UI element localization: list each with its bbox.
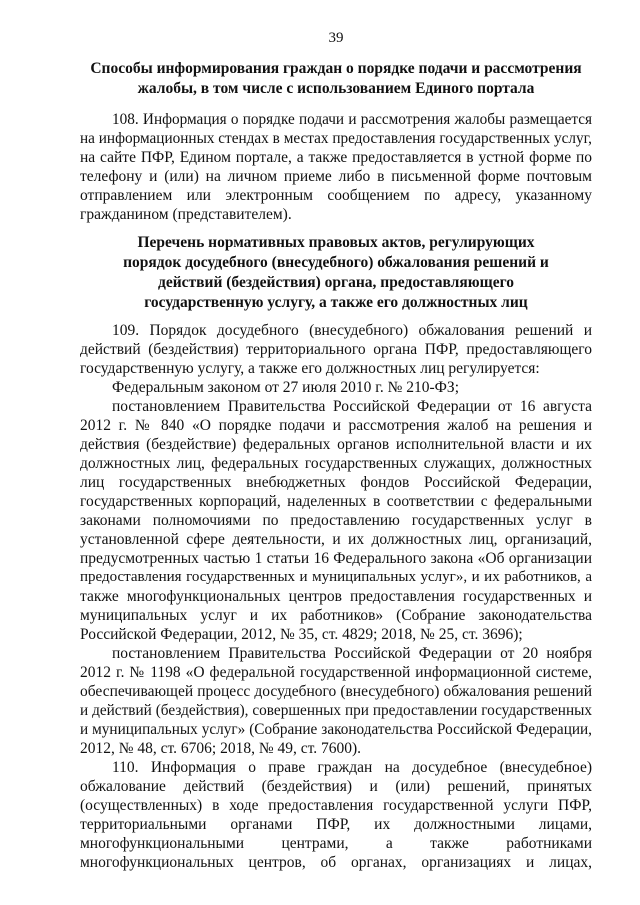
- text-line: территориальными органами ПФР, их должностными лицами,: [80, 816, 592, 833]
- text-line: обеспечивающей процесс досудебного (внесудебного) обжалования решений: [80, 683, 592, 700]
- text-line: должностных лиц, федеральных государственных служащих, должностных: [80, 455, 592, 472]
- text-line: обжалование действий (бездействия) и (или) решений, принятых: [80, 778, 592, 795]
- text-line: 109. Порядок досудебного (внесудебного) обжалования решений и: [112, 322, 592, 339]
- text-line: на сайте ПФР, Едином портале, а также предоставляется в устной форме по: [80, 149, 592, 166]
- heading-line: жалобы, в том числе с использованием Единого портала: [137, 80, 535, 97]
- text-line: гражданином (представителем).: [80, 206, 292, 223]
- text-line: 108. Информация о порядке подачи и рассмотрения жалобы размещается: [112, 111, 592, 128]
- text-line: 2012 г. № 1198 «О федеральной государственной информационной системе,: [80, 664, 592, 681]
- heading-line: порядок досудебного (внесудебного) обжалования решений и: [123, 254, 549, 271]
- text-line: предусмотренных частью 1 статьи 16 Федерального закона «Об организации: [80, 550, 592, 567]
- text-line: действия (бездействие) федеральных органов исполнительной власти и их: [80, 436, 592, 453]
- paragraph-108: [80, 110, 592, 224]
- text-line: и муниципальных услуг» (Собрание законодательства Российской Федерации,: [80, 721, 592, 738]
- section-heading-informing: [80, 59, 592, 99]
- heading-line: Перечень нормативных правовых актов, регулирующих: [137, 234, 535, 251]
- text-line: многофункциональными центрами, а также работниками: [80, 835, 592, 852]
- text-line: государственную услугу, а также его должностных лиц регулируется:: [80, 360, 540, 377]
- text-line: отправлением или электронным сообщением по адресу, указанному: [80, 187, 592, 204]
- text-line: действий (бездействия) территориального органа ПФР, предоставляющего: [80, 341, 592, 358]
- section-heading-legal-acts: [80, 233, 592, 313]
- text-line: и действий (бездействия), совершенных при предоставлении государственных: [80, 702, 592, 719]
- heading-line: государственную услугу, а также его должностных лиц: [144, 294, 528, 311]
- text-line: (осуществленных) в ходе предоставления государственной услуги ПФР,: [80, 797, 592, 814]
- page-number: 39: [328, 30, 344, 46]
- text-line: 2012, № 48, ст. 6706; 2018, № 49, ст. 7600).: [80, 740, 362, 757]
- text-line: муниципальных услуг и их работников» (Собрание законодательства: [80, 607, 592, 624]
- text-line: Российской Федерации, 2012, № 35, ст. 4829; 2018, № 25, ст. 3696);: [80, 626, 523, 643]
- text-line: постановлением Правительства Российской Федерации от 16 августа: [112, 398, 592, 415]
- text-line: Федеральным законом от 27 июля 2010 г. № 210-ФЗ;: [112, 379, 460, 396]
- text-line: на информационных стендах в местах предоставления государственных услуг,: [80, 130, 592, 147]
- text-line: предоставления государственных и муниципальных услуг», и их работников, а: [80, 569, 592, 585]
- heading-line: действий (бездействия) органа, предоставляющего: [158, 274, 514, 291]
- text-line: государственных корпораций, наделенных в соответствии с федеральными: [80, 493, 592, 510]
- text-line: законами полномочиями по предоставлению государственных услуг в: [80, 512, 592, 529]
- paragraphs-109-110: [80, 321, 592, 872]
- text-line: лиц государственных внебюджетных фондов Российской Федерации,: [80, 474, 592, 491]
- text-line: 2012 г. № 840 «О порядке подачи и рассмотрения жалоб на решения и: [80, 417, 592, 434]
- heading-line: Способы информирования граждан о порядке подачи и рассмотрения: [90, 60, 582, 77]
- text-line: 110. Информация о праве граждан на досудебное (внесудебное): [112, 759, 592, 776]
- text-line: постановлением Правительства Российской Федерации от 20 ноября: [112, 645, 592, 662]
- text-line: телефону и (или) на личном приеме либо в письменной форме почтовым: [80, 168, 592, 185]
- text-line: также многофункциональных центров предоставления государственных и: [80, 588, 592, 605]
- text-line: многофункциональных центров, об органах, организациях и лицах,: [80, 854, 592, 871]
- document-page: [80, 0, 592, 905]
- text-line: установленной сфере деятельности, и их должностных лиц, организаций,: [80, 531, 592, 548]
